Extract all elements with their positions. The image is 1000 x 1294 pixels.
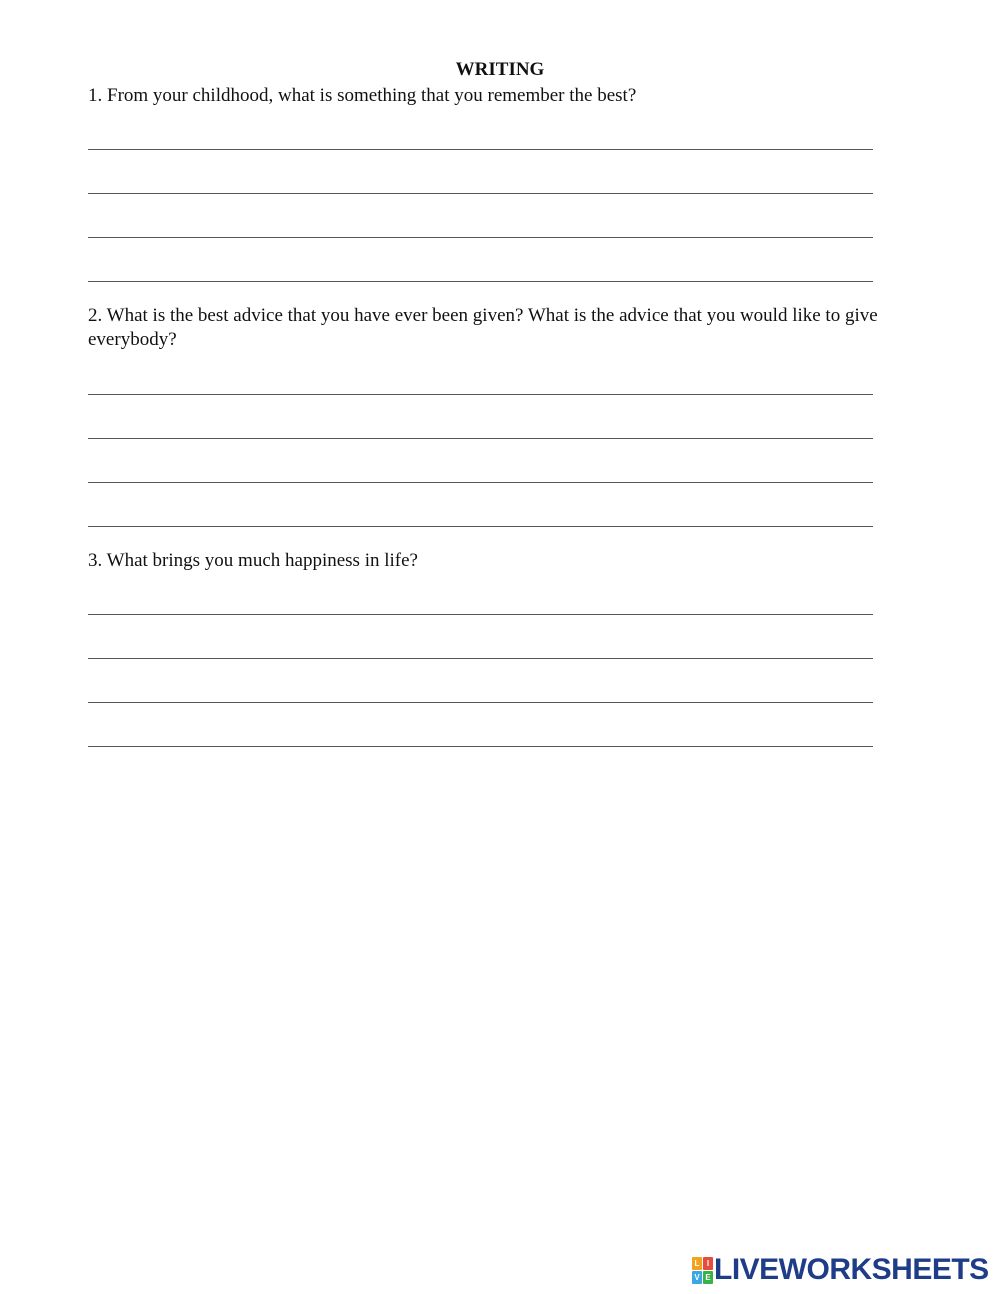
answer-line[interactable] [88, 281, 873, 282]
question-1: 1. From your childhood, what is something that you remember the best? [88, 85, 637, 106]
answer-line[interactable] [88, 482, 873, 483]
answer-line[interactable] [88, 438, 873, 439]
answer-line[interactable] [88, 746, 873, 747]
logo-mark-letter: I [703, 1257, 713, 1270]
answer-line[interactable] [88, 193, 873, 194]
answer-line[interactable] [88, 658, 873, 659]
logo-mark-letter: L [692, 1257, 702, 1270]
answer-line[interactable] [88, 702, 873, 703]
worksheet-title: WRITING [455, 59, 545, 80]
answer-line[interactable] [88, 149, 873, 150]
answer-line[interactable] [88, 526, 873, 527]
logo-mark-letter: V [692, 1271, 702, 1284]
logo-text: LIVEWORKSHEETS [714, 1253, 989, 1286]
liveworksheets-logo [692, 1254, 989, 1286]
question-2: 2. What is the best advice that you have ever been given? What is the advice that you would like to give everybody? [88, 305, 878, 350]
logo-mark-icon [692, 1257, 712, 1283]
answer-line[interactable] [88, 614, 873, 615]
answer-line[interactable] [88, 237, 873, 238]
answer-line[interactable] [88, 394, 873, 395]
question-3: 3. What brings you much happiness in life? [88, 550, 418, 571]
logo-mark-letter: E [703, 1271, 713, 1284]
